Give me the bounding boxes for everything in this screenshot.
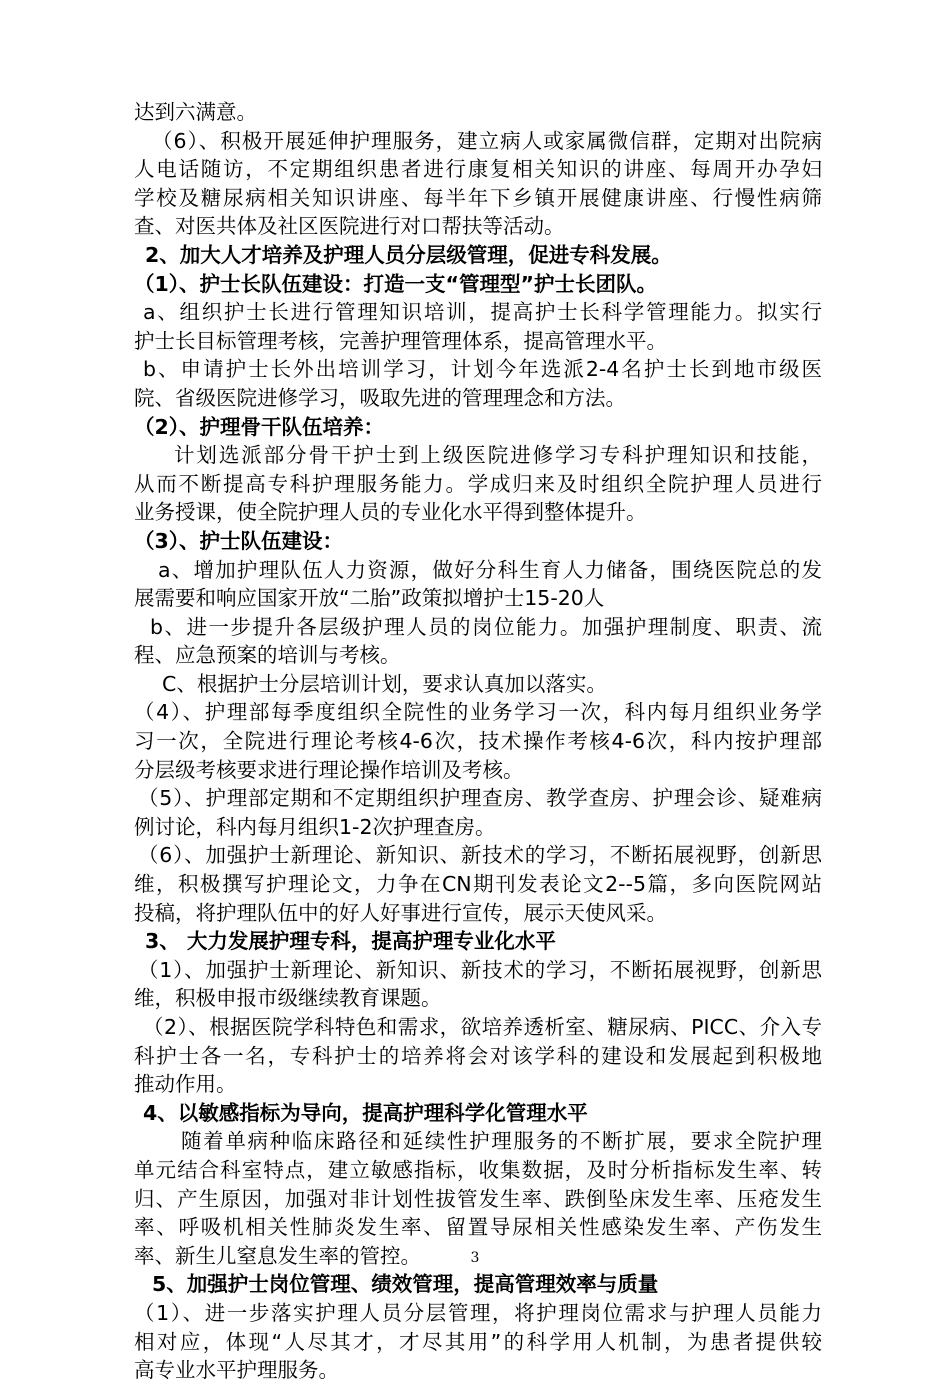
section-heading-line: 4、以敏感指标为导向，提高护理科学化管理水平 <box>143 1100 588 1125</box>
text-line: 高专业水平护理服务。 <box>134 1358 339 1383</box>
text-line: （6）、加强护士新理论、新知识、新技术的学习，不断拓展视野，创新思 <box>138 843 822 868</box>
text-line: 率、呼吸机相关性肺炎发生率、留置导尿相关性感染发生率、产伤发生 <box>134 1215 822 1240</box>
text-line: 人电话随访，不定期组织患者进行康复相关知识的讲座、每周开办孕妇 <box>134 157 822 182</box>
page-number: 3 <box>470 1250 480 1266</box>
text-line: a、增加护理队伍人力资源，做好分科生育人力储备，围绕医院总的发 <box>158 557 822 582</box>
text-line: （2）、根据医院学科特色和需求，欲培养透析室、糖尿病、PICC、介入专 <box>143 1015 822 1039</box>
text-line: 查、对医共体及社区医院进行对口帮扶等活动。 <box>134 214 565 239</box>
text-line: a、组织护士长进行管理知识培训，提高护士长科学管理能力。拟实行 <box>143 300 822 325</box>
text-line: 维，积极撰写护理论文，力争在CN期刊发表论文2--5篇，多向医院网站 <box>134 872 822 897</box>
text-line: 单元结合科室特点，建立敏感指标，收集数据，及时分析指标发生率、转 <box>134 1157 822 1182</box>
text-line: 率、新生儿窒息发生率的管控。 <box>134 1243 421 1268</box>
text-line: 学校及糖尿病相关知识讲座、每半年下乡镇开展健康讲座、行慢性病筛 <box>134 185 822 210</box>
text-line: 归、产生原因，加强对非计划性拔管发生率、跌倒坠床发生率、压疮发生 <box>134 1186 822 1211</box>
section-heading-line: （3）、护士队伍建设： <box>134 528 344 553</box>
text-line: 分层级考核要求进行理论操作培训及考核。 <box>134 757 524 782</box>
text-line: 习一次，全院进行理论考核4-6次，技术操作考核4-6次，科内按护理部 <box>134 729 822 754</box>
text-line: C、根据护士分层培训计划，要求认真加以落实。 <box>162 671 607 696</box>
text-line: 投稿，将护理队伍中的好人好事进行宣传，展示天使风采。 <box>134 900 667 925</box>
section-heading-line: （1）、护士长队伍建设：打造一支“管理型”护士长团队。 <box>134 271 657 296</box>
text-line: （1）、加强护士新理论、新知识、新技术的学习，不断拓展视野，创新思 <box>138 957 822 982</box>
text-line: 护士长目标管理考核，完善护理管理体系，提高管理水平。 <box>134 328 667 353</box>
text-line: 相对应，体现“人尽其才，才尽其用”的科学用人机制，为患者提供较 <box>134 1329 822 1354</box>
text-line: （5）、护理部定期和不定期组织护理查房、教学查房、护理会诊、疑难病 <box>138 786 822 811</box>
text-line: 院、省级医院进修学习，吸取先进的管理理念和方法。 <box>134 385 626 410</box>
text-line: 达到六满意。 <box>134 100 257 124</box>
text-line: 维，积极申报市级继续教育课题。 <box>134 986 442 1011</box>
text-line: 科护士各一名，专科护士的培养将会对该学科的建设和发展起到积极地 <box>134 1043 822 1068</box>
section-heading-line: （2）、护理骨干队伍培养： <box>134 414 385 439</box>
section-heading-line: 3、 大力发展护理专科，提高护理专业化水平 <box>145 929 556 954</box>
text-line: （4）、护理部每季度组织全院性的业务学习一次，科内每月组织业务学 <box>134 700 822 725</box>
section-heading-line: 2、加大人才培养及护理人员分层级管理，促进专科发展。 <box>145 242 672 267</box>
body-text <box>134 98 822 1385</box>
text-line: 展需要和响应国家开放“二胎”政策拟增护士15-20人 <box>134 586 605 611</box>
section-heading-line: 5、加强护士岗位管理、绩效管理，提高管理效率与质量 <box>152 1272 659 1297</box>
text-line: 例讨论，科内每月组织1-2次护理查房。 <box>134 814 496 839</box>
text-line: b、进一步提升各层级护理人员的岗位能力。加强护理制度、职责、流 <box>150 614 822 639</box>
text-line: 业务授课，使全院护理人员的专业化水平得到整体提升。 <box>134 500 647 525</box>
text-line: 从而不断提高专科护理服务能力。学成归来及时组织全院护理人员进行 <box>134 471 822 496</box>
text-line: 推动作用。 <box>134 1072 237 1097</box>
text-line: 程、应急预案的培训与考核。 <box>134 643 401 668</box>
text-line: （6）、积极开展延伸护理服务，建立病人或家属微信群，定期对出院病 <box>152 128 822 153</box>
text-line: 计划选派部分骨干护士到上级医院进修学习专科护理知识和技能， <box>174 443 822 468</box>
text-line: （1）、进一步落实护理人员分层管理，将护理岗位需求与护理人员能力 <box>134 1300 822 1325</box>
text-line: b、申请护士长外出培训学习，计划今年选派2-4名护士长到地市级医 <box>143 357 822 382</box>
text-line: 随着单病种临床路径和延续性护理服务的不断扩展，要求全院护理 <box>181 1129 822 1154</box>
